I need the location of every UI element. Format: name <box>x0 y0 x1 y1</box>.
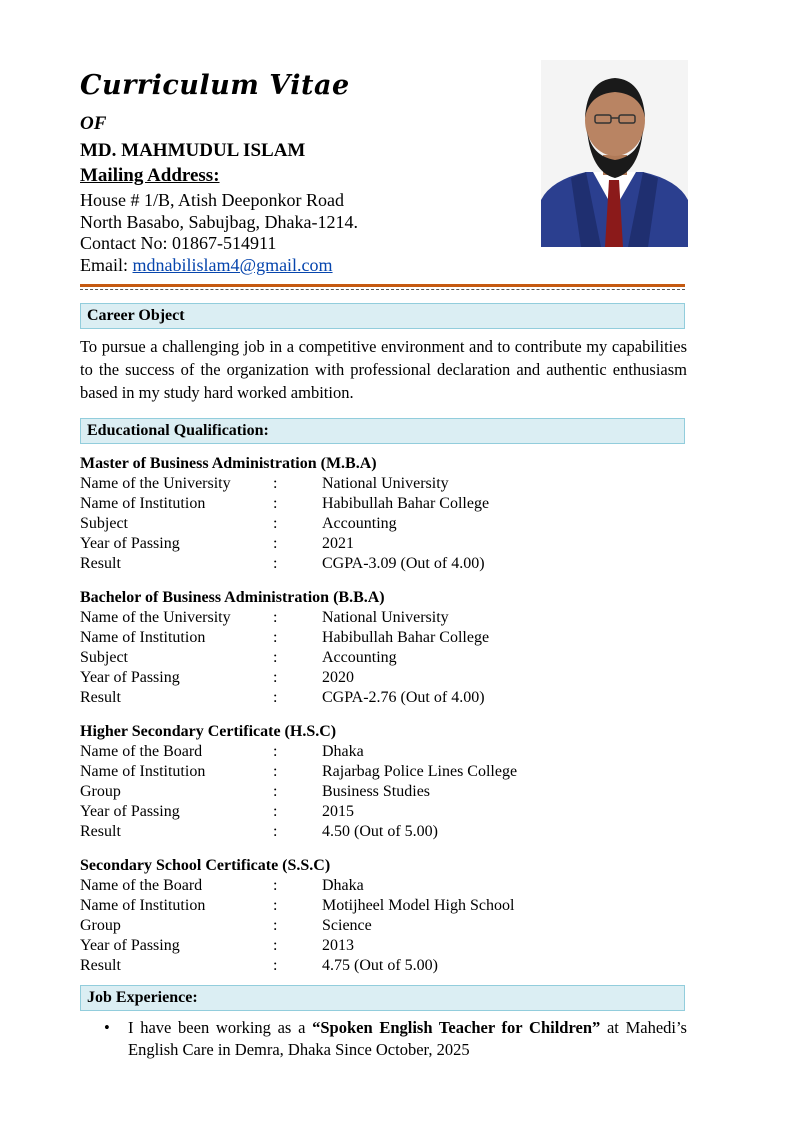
detail-key: Subject <box>80 649 128 666</box>
detail-key: Year of Passing <box>80 937 180 954</box>
detail-value: Rajarbag Police Lines College <box>322 763 518 780</box>
detail-value: Dhaka <box>322 877 364 894</box>
detail-colon: : <box>273 957 278 974</box>
email-line <box>80 255 358 277</box>
detail-colon: : <box>273 917 278 934</box>
detail-key: Group <box>80 917 121 934</box>
detail-colon: : <box>273 515 278 532</box>
detail-row <box>80 554 685 574</box>
detail-colon: : <box>273 535 278 552</box>
detail-row <box>80 896 685 916</box>
detail-colon: : <box>273 555 278 572</box>
detail-key: Name of Institution <box>80 897 206 914</box>
detail-colon: : <box>273 669 278 686</box>
career-object-heading: Career Object <box>80 303 685 329</box>
detail-colon: : <box>273 689 278 706</box>
detail-value: 4.50 (Out of 5.00) <box>322 823 438 840</box>
detail-value: 2013 <box>322 937 354 954</box>
detail-value: Habibullah Bahar College <box>322 629 490 646</box>
detail-row <box>80 936 685 956</box>
job-experience-item <box>104 1017 687 1061</box>
detail-key: Result <box>80 823 121 840</box>
detail-value: Motijheel Model High School <box>322 897 515 914</box>
header-divider-dashed <box>80 289 685 290</box>
detail-key: Result <box>80 957 121 974</box>
email-link[interactable]: mdnabilislam4@gmail.com <box>132 254 333 275</box>
detail-colon: : <box>273 649 278 666</box>
profile-photo <box>541 60 688 247</box>
detail-key: Name of the Board <box>80 743 203 760</box>
detail-key: Name of the University <box>80 609 231 626</box>
detail-key: Name of the Board <box>80 877 203 894</box>
address-block <box>80 190 358 276</box>
detail-key: Year of Passing <box>80 535 180 552</box>
detail-colon: : <box>273 783 278 800</box>
job-experience-text <box>128 1017 687 1061</box>
detail-key: Name of Institution <box>80 629 206 646</box>
detail-row <box>80 668 685 688</box>
detail-key: Name of Institution <box>80 763 206 780</box>
detail-value: 2021 <box>322 535 354 552</box>
detail-row <box>80 742 685 762</box>
contact-number: Contact No: 01867-514911 <box>80 233 277 253</box>
detail-value: CGPA-2.76 (Out of 4.00) <box>322 689 485 706</box>
detail-colon: : <box>273 475 278 492</box>
education-block-ssc <box>80 856 685 976</box>
detail-row <box>80 628 685 648</box>
experience-suffix: at Mahedi’s English Care in Demra, Dhaka Since October, 2025 <box>128 1018 687 1059</box>
detail-value: 2020 <box>322 669 354 686</box>
cv-title: Curriculum Vitae <box>80 70 350 101</box>
detail-colon: : <box>273 763 278 780</box>
detail-value: Business Studies <box>322 783 431 800</box>
degree-title: Master of Business Administration (M.B.A) <box>80 455 377 472</box>
detail-row <box>80 822 685 842</box>
detail-colon: : <box>273 495 278 512</box>
detail-key: Subject <box>80 515 128 532</box>
detail-key: Result <box>80 555 121 572</box>
mailing-address-heading: Mailing Address: <box>80 165 220 186</box>
career-object-text: To pursue a challenging job in a competitive environment and to contribute my capabilities to the success of the organization with professional declaration and authentic enthusiasm based in my study hard worked ambition. <box>80 337 687 402</box>
header-divider-solid <box>80 284 685 287</box>
education-block-bba <box>80 588 685 708</box>
detail-row <box>80 876 685 896</box>
of-label: OF <box>80 113 107 134</box>
detail-row <box>80 688 685 708</box>
detail-key: Year of Passing <box>80 803 180 820</box>
detail-value: Accounting <box>322 649 397 666</box>
degree-title: Higher Secondary Certificate (H.S.C) <box>80 723 337 740</box>
detail-row <box>80 916 685 936</box>
email-label: Email: <box>80 254 133 275</box>
education-block-hsc <box>80 722 685 842</box>
degree-title: Secondary School Certificate (S.S.C) <box>80 857 331 874</box>
detail-colon: : <box>273 897 278 914</box>
experience-prefix: I have been working as a <box>128 1018 313 1037</box>
detail-value: CGPA-3.09 (Out of 4.00) <box>322 555 485 572</box>
detail-colon: : <box>273 803 278 820</box>
detail-key: Group <box>80 783 121 800</box>
education-block-mba <box>80 454 685 574</box>
education-heading: Educational Qualification: <box>80 418 685 444</box>
detail-row <box>80 956 685 976</box>
detail-row <box>80 762 685 782</box>
detail-colon: : <box>273 609 278 626</box>
bullet-icon: • <box>104 1018 110 1037</box>
detail-value: Science <box>322 917 372 934</box>
candidate-name: MD. MAHMUDUL ISLAM <box>80 140 306 161</box>
detail-colon: : <box>273 629 278 646</box>
profile-photo-illustration <box>541 60 688 247</box>
detail-row <box>80 534 685 554</box>
degree-title: Bachelor of Business Administration (B.B.A) <box>80 589 385 606</box>
detail-colon: : <box>273 877 278 894</box>
detail-row <box>80 648 685 668</box>
detail-colon: : <box>273 937 278 954</box>
detail-value: National University <box>322 475 449 492</box>
detail-colon: : <box>273 823 278 840</box>
detail-row <box>80 802 685 822</box>
job-experience-heading: Job Experience: <box>80 985 685 1011</box>
detail-value: Habibullah Bahar College <box>322 495 490 512</box>
detail-key: Name of Institution <box>80 495 206 512</box>
detail-row <box>80 782 685 802</box>
detail-value: 4.75 (Out of 5.00) <box>322 957 438 974</box>
detail-row <box>80 494 685 514</box>
detail-value: 2015 <box>322 803 354 820</box>
address-line-1: House # 1/B, Atish Deeponkor Road <box>80 190 344 210</box>
detail-value: Dhaka <box>322 743 364 760</box>
detail-row <box>80 514 685 534</box>
experience-role: “Spoken English Teacher for Children” <box>312 1018 601 1037</box>
detail-key: Year of Passing <box>80 669 180 686</box>
detail-row <box>80 608 685 628</box>
detail-row <box>80 474 685 494</box>
detail-key: Result <box>80 689 121 706</box>
detail-colon: : <box>273 743 278 760</box>
address-line-2: North Basabo, Sabujbag, Dhaka-1214. <box>80 211 358 232</box>
detail-value: National University <box>322 609 449 626</box>
detail-key: Name of the University <box>80 475 231 492</box>
detail-value: Accounting <box>322 515 397 532</box>
